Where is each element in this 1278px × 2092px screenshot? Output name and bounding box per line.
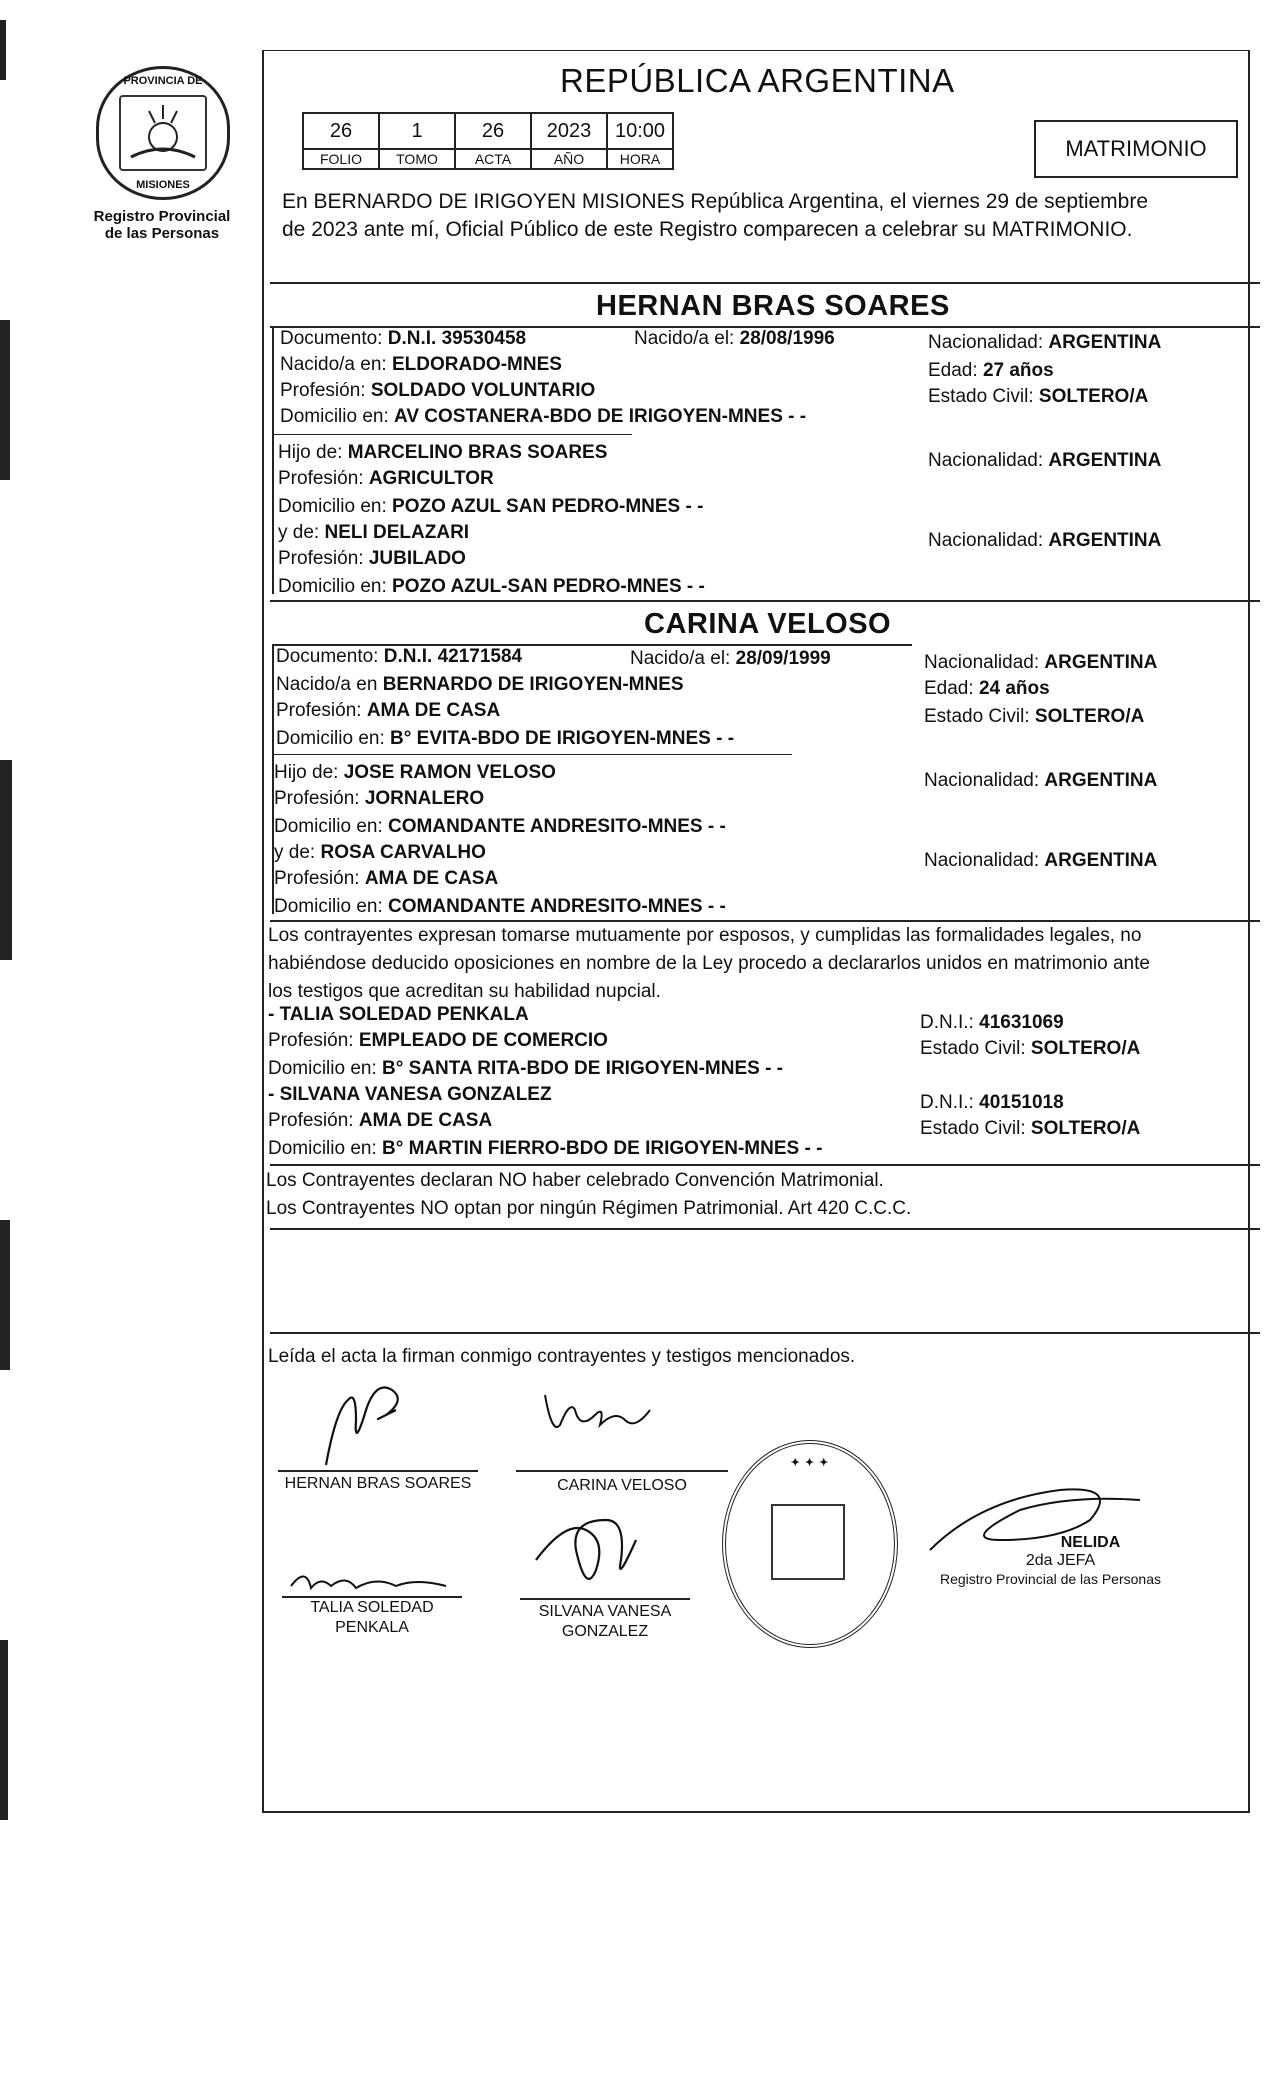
bride-father: Hijo de: JOSE RAMON VELOSO <box>274 762 556 783</box>
scan-artifact <box>0 320 10 480</box>
bride-mother-nationality: Nacionalidad: ARGENTINA <box>924 850 1158 871</box>
divider <box>272 754 792 755</box>
bride-age: Edad: 24 años <box>924 678 1050 699</box>
seal-bottom-text: MISIONES <box>136 179 190 191</box>
groom-father-nationality: Nacionalidad: ARGENTINA <box>928 450 1162 471</box>
bride-mother-profession: Profesión: AMA DE CASA <box>274 868 499 889</box>
witness2-signature-label: SILVANA VANESA GONZALEZ <box>538 1603 672 1640</box>
hora-label: HORA <box>607 149 673 169</box>
scan-artifact <box>0 1220 10 1370</box>
acta-label: ACTA <box>455 149 531 169</box>
official-stamp-icon: ✦ ✦ ✦ <box>722 1440 898 1648</box>
closing-text: Leída el acta la firman conmigo contrayentes y testigos mencionados. <box>268 1346 856 1367</box>
groom-mother: y de: NELI DELAZARI <box>278 522 470 543</box>
registry-line2: de las Personas <box>104 225 220 242</box>
groom-signature <box>296 1370 426 1470</box>
divider <box>270 282 1260 284</box>
anio-label: AÑO <box>531 149 607 169</box>
intro-line1: En BERNARDO DE IRIGOYEN MISIONES República Argentina, el viernes 29 de septiembre <box>282 190 1149 213</box>
bride-signature <box>540 1380 660 1450</box>
witness2-dni: D.N.I.: 40151018 <box>920 1092 1064 1113</box>
bride-mother: y de: ROSA CARVALHO <box>274 842 486 863</box>
scan-artifact <box>0 1640 8 1820</box>
witness2-signature <box>526 1500 646 1600</box>
bride-birthdate: Nacido/a el: 28/09/1999 <box>630 648 831 669</box>
intro-text <box>282 188 1257 244</box>
anio-value: 2023 <box>531 113 607 149</box>
groom-civil-status: Estado Civil: SOLTERO/A <box>928 386 1149 407</box>
groom-birthdate: Nacido/a el: 28/08/1996 <box>634 328 835 349</box>
witness2-profession: Profesión: AMA DE CASA <box>268 1110 493 1131</box>
bride-father-nationality: Nacionalidad: ARGENTINA <box>924 770 1158 791</box>
record-type: MATRIMONIO <box>1034 120 1238 178</box>
divider <box>270 1164 1260 1166</box>
registry-name <box>82 208 242 242</box>
declaration-line2: habiéndose deducido oposiciones en nombre de la Ley procedo a declararlos unidos en matrimonio ante <box>268 953 1150 974</box>
groom-father-profession: Profesión: AGRICULTOR <box>278 468 494 489</box>
declaration-line1: Los contrayentes expresan tomarse mutuamente por esposos, y cumplidas las formalidades legales, no <box>268 925 1142 946</box>
bride-nationality: Nacionalidad: ARGENTINA <box>924 652 1158 673</box>
convention-note: Los Contrayentes declaran NO haber celebrado Convención Matrimonial. <box>266 1170 884 1191</box>
groom-mother-nationality: Nacionalidad: ARGENTINA <box>928 530 1162 551</box>
witness2-address: Domicilio en: B° MARTIN FIERRO-BDO DE IRIGOYEN-MNES - - <box>268 1138 823 1159</box>
groom-name: HERNAN BRAS SOARES <box>596 290 950 322</box>
signature-line <box>516 1470 728 1472</box>
bride-address: Domicilio en: B° EVITA-BDO DE IRIGOYEN-MNES - - <box>276 728 735 749</box>
groom-mother-profession: Profesión: JUBILADO <box>278 548 466 569</box>
tomo-label: TOMO <box>379 149 455 169</box>
acta-value: 26 <box>455 113 531 149</box>
bride-civil-status: Estado Civil: SOLTERO/A <box>924 706 1145 727</box>
bride-documento: Documento: D.N.I. 42171584 <box>276 646 523 667</box>
scan-artifact <box>0 20 6 80</box>
divider <box>272 434 632 435</box>
hora-value: 10:00 <box>607 113 673 149</box>
witness1-signature-label: TALIA SOLEDAD PENKALA <box>310 1599 434 1636</box>
witness2-civil-status: Estado Civil: SOLTERO/A <box>920 1118 1141 1139</box>
groom-father: Hijo de: MARCELINO BRAS SOARES <box>278 442 608 463</box>
intro-line2: de 2023 ante mí, Oficial Público de este Registro comparecen a celebrar su MATRIMONIO. <box>282 218 1133 241</box>
witness1-dni: D.N.I.: 41631069 <box>920 1012 1064 1033</box>
bride-signature-label: CARINA VELOSO <box>557 1477 687 1494</box>
groom-profession: Profesión: SOLDADO VOLUNTARIO <box>280 380 596 401</box>
declaration-line3: los testigos que acreditan su habilidad nupcial. <box>268 981 661 1002</box>
bride-father-profession: Profesión: JORNALERO <box>274 788 485 809</box>
signature-line <box>520 1598 690 1600</box>
bride-birthplace: Nacido/a en BERNARDO DE IRIGOYEN-MNES <box>276 674 684 695</box>
witness1-name: - TALIA SOLEDAD PENKALA <box>268 1004 529 1025</box>
divider <box>270 1332 1260 1334</box>
record-table <box>302 112 674 170</box>
folio-label: FOLIO <box>303 149 379 169</box>
groom-age: Edad: 27 años <box>928 360 1054 381</box>
witness1-profession: Profesión: EMPLEADO DE COMERCIO <box>268 1030 608 1051</box>
bride-mother-address: Domicilio en: COMANDANTE ANDRESITO-MNES - - <box>274 896 726 917</box>
registry-line1: Registro Provincial <box>93 208 231 225</box>
witness1-civil-status: Estado Civil: SOLTERO/A <box>920 1038 1141 1059</box>
bride-name: CARINA VELOSO <box>644 608 892 640</box>
official-signature-block <box>940 1534 1161 1588</box>
groom-father-address: Domicilio en: POZO AZUL SAN PEDRO-MNES - - <box>278 496 704 517</box>
provincial-seal-icon <box>96 66 230 200</box>
divider <box>270 600 1260 602</box>
groom-birthplace: Nacido/a en: ELDORADO-MNES <box>280 354 562 375</box>
official-office: Registro Provincial de las Personas <box>940 1571 1161 1587</box>
official-title: 2da JEFA <box>1025 1552 1096 1569</box>
groom-signature-label: HERNAN BRAS SOARES <box>284 1475 472 1492</box>
bride-profession: Profesión: AMA DE CASA <box>276 700 501 721</box>
tomo-value: 1 <box>379 113 455 149</box>
groom-nationality: Nacionalidad: ARGENTINA <box>928 332 1162 353</box>
document-title: REPÚBLICA ARGENTINA <box>560 62 955 99</box>
scan-artifact <box>0 760 12 960</box>
seal-emblem <box>119 95 207 171</box>
official-name: NELIDA <box>1060 1534 1121 1551</box>
witness1-address: Domicilio en: B° SANTA RITA-BDO DE IRIGOYEN-MNES - - <box>268 1058 784 1079</box>
groom-documento: Documento: D.N.I. 39530458 <box>280 328 527 349</box>
signature-line <box>278 1470 478 1472</box>
declaration-text <box>268 922 1258 1006</box>
groom-address: Domicilio en: AV COSTANERA-BDO DE IRIGOYEN-MNES - - <box>280 406 807 427</box>
divider <box>270 1228 1260 1230</box>
patrimonial-note: Los Contrayentes NO optan por ningún Régimen Patrimonial. Art 420 C.C.C. <box>266 1198 912 1219</box>
seal-top-text: PROVINCIA DE <box>123 75 203 87</box>
witness2-name: - SILVANA VANESA GONZALEZ <box>268 1084 552 1105</box>
folio-value: 26 <box>303 113 379 149</box>
bride-father-address: Domicilio en: COMANDANTE ANDRESITO-MNES - - <box>274 816 726 837</box>
divider <box>272 326 274 594</box>
groom-mother-address: Domicilio en: POZO AZUL-SAN PEDRO-MNES - - <box>278 576 705 597</box>
